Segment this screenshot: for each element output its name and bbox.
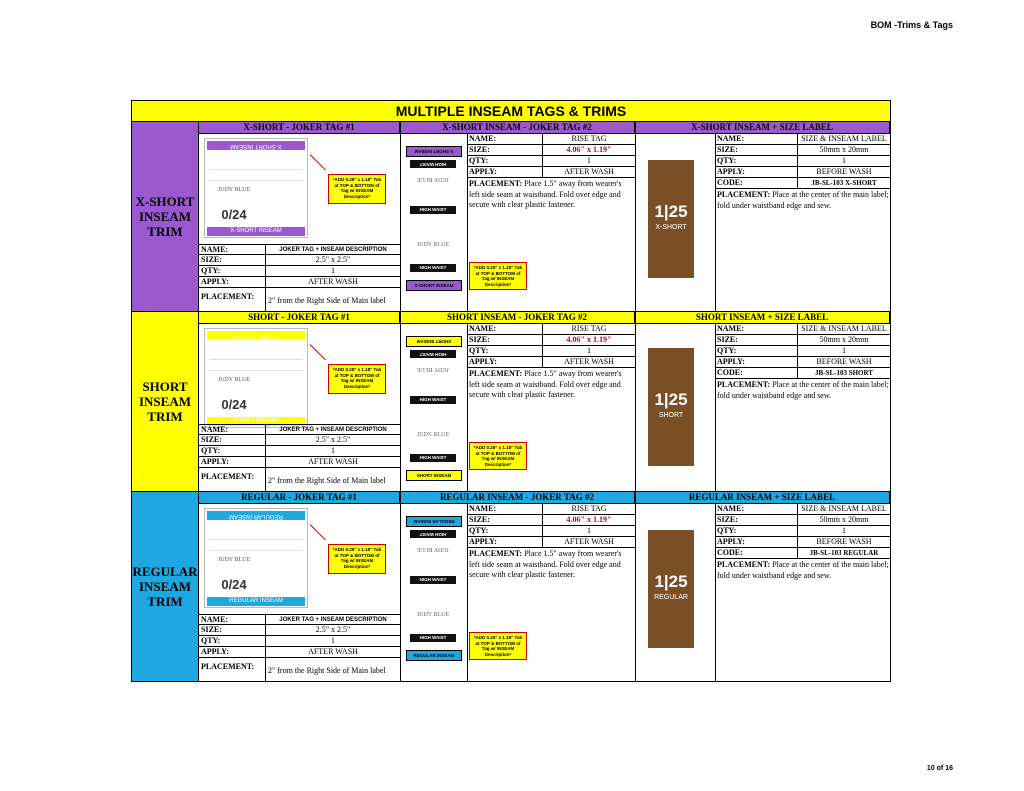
size-label-row-name (715, 504, 890, 515)
rise-tag-brand: JUDY BLUE (416, 432, 450, 438)
joker-header: REGULAR - JOKER TAG #1 (199, 492, 400, 504)
column-divider (400, 122, 401, 311)
section-label-line: INSEAM (138, 394, 191, 409)
field-label: NAME: (201, 425, 229, 434)
rise-header: REGULAR INSEAM - JOKER TAG #2 (400, 492, 635, 504)
rise-tag-tab-top: SHORT INSEAM (406, 336, 462, 347)
high-waist-block: HIGH WAIST (410, 264, 456, 272)
rise-tag-image (406, 508, 466, 666)
rise-tag-brand-flipped: JUDY BLUE (416, 546, 450, 552)
rise-placement (469, 549, 634, 581)
joker-tag-band-top: REGULAR INSEAM (207, 511, 305, 520)
field-value: 4.06" x 1.19" (542, 515, 635, 525)
section-label-regular (132, 492, 199, 681)
size-label-row-qty (715, 526, 890, 537)
field-value: 4.06" x 1.19" (542, 335, 635, 345)
high-waist-block: HIGH WAIST (410, 454, 456, 462)
joker-header: X-SHORT - JOKER TAG #1 (199, 122, 400, 134)
field-label: SIZE: (717, 145, 738, 154)
joker-tag-fineprint (209, 539, 303, 551)
joker-row-qty (199, 636, 400, 647)
size-label-row-size (715, 515, 890, 526)
joker-row-placement (199, 658, 400, 682)
rise-row-name (467, 134, 635, 145)
rise-tag-tab-top: X-SHORT INSEAM (406, 146, 462, 157)
joker-tag-brand: JUDY BLUE (217, 377, 251, 383)
field-label: APPLY: (717, 167, 745, 176)
field-value: AFTER WASH (265, 457, 400, 467)
section-label-line: TRIM (147, 224, 183, 239)
section-label-line: TRIM (147, 409, 183, 424)
size-label-header: REGULAR INSEAM + SIZE LABEL (635, 492, 890, 504)
size-label-inseam: REGULAR (654, 594, 688, 601)
joker-row-apply (199, 277, 400, 288)
rise-row-size (467, 515, 635, 526)
rise-header: SHORT INSEAM - JOKER TAG #2 (400, 312, 635, 324)
joker-note: *ADD 0.25" x 1.18" Tab at TOP & BOTTOM of Tag w/ INSEAM Description* (328, 364, 386, 394)
bom-sheet (131, 100, 891, 682)
joker-tag-band-bottom: SHORT INSEAM (207, 417, 305, 426)
size-label-size: 1|25 (654, 572, 688, 591)
field-label: NAME: (201, 615, 229, 624)
section-label-line: INSEAM (138, 209, 191, 224)
field-value: 50mm x 20mm (797, 515, 890, 525)
rise-note: *ADD 0.25" x 1.18" Tab at TOP & BOTTOM of Tag w/ INSEAM Description* (469, 262, 527, 290)
field-label: PLACEMENT: (469, 549, 525, 558)
field-label: APPLY: (717, 357, 745, 366)
rise-row-size (467, 145, 635, 156)
size-label-row-code (715, 548, 890, 559)
high-waist-block: HIGH WAIST (410, 634, 456, 642)
field-value: Place 1.5" away from wearer's left side seam at waistband. Fold over edge and secure with clear plastic fastener. (469, 369, 622, 399)
field-label: NAME: (201, 245, 229, 254)
field-value: 1 (797, 156, 890, 166)
field-value: RISE TAG (542, 324, 635, 334)
field-value: 2" from the Right Side of Main label (265, 658, 400, 682)
field-value: SIZE & INSEAM LABEL (797, 134, 890, 144)
joker-tag-size: 0/24 (221, 207, 247, 222)
size-label-row-name (715, 134, 890, 145)
field-value: Place at the center of the main label; fold under waistband edge and sew. (717, 190, 889, 210)
rise-row-qty (467, 346, 635, 357)
field-value: 1 (265, 266, 400, 276)
rise-note: *ADD 0.25" x 1.18" Tab at TOP & BOTTOM of Tag w/ INSEAM Description* (469, 632, 527, 660)
joker-row-placement (199, 288, 400, 312)
rise-note: *ADD 0.25" x 1.18" Tab at TOP & BOTTOM of Tag w/ INSEAM Description* (469, 442, 527, 470)
rise-row-name (467, 504, 635, 515)
field-value: 50mm x 20mm (797, 145, 890, 155)
page-title: MULTIPLE INSEAM TAGS & TRIMS (132, 101, 890, 122)
field-label: QTY: (717, 526, 737, 535)
joker-tag-fineprint (209, 359, 303, 371)
field-value: 1 (265, 446, 400, 456)
field-value: JOKER TAG + INSEAM DESCRIPTION (265, 245, 400, 254)
field-label: APPLY: (469, 167, 497, 176)
field-value: JB-SL-103 REGULAR (797, 548, 890, 558)
field-value: Place 1.5" away from wearer's left side seam at waistband. Fold over edge and secure with clear plastic fastener. (469, 549, 622, 579)
size-label-header: SHORT INSEAM + SIZE LABEL (635, 312, 890, 324)
high-waist-block: HIGH WAIST (410, 530, 456, 538)
field-label: APPLY: (201, 457, 229, 466)
size-label-header: X-SHORT INSEAM + SIZE LABEL (635, 122, 890, 134)
column-divider (635, 492, 636, 681)
size-label-row-qty (715, 156, 890, 167)
joker-row-qty (199, 266, 400, 277)
section-label-xshort (132, 122, 199, 311)
field-label: NAME: (717, 324, 745, 333)
column-divider (400, 492, 401, 681)
size-label-row-name (715, 324, 890, 335)
joker-note: *ADD 0.25" x 1.18" Tab at TOP & BOTTOM of Tag w/ INSEAM Description* (328, 174, 386, 204)
field-label: QTY: (201, 446, 221, 455)
field-value: 2" from the Right Side of Main label (265, 288, 400, 312)
field-value: AFTER WASH (542, 537, 635, 547)
rise-tag-brand-flipped: JUDY BLUE (416, 366, 450, 372)
joker-row-size (199, 255, 400, 266)
joker-note-arrow (310, 344, 326, 360)
joker-tag-image (204, 328, 308, 428)
field-label: NAME: (469, 504, 497, 513)
field-value: SIZE & INSEAM LABEL (797, 324, 890, 334)
joker-tag-image (204, 508, 308, 608)
size-label-row-apply (715, 167, 890, 178)
joker-row-qty (199, 446, 400, 457)
rise-tag-tab-bottom: SHORT INSEAM (406, 470, 462, 481)
section-label-line: INSEAM (138, 579, 191, 594)
rise-row-name (467, 324, 635, 335)
field-label: NAME: (717, 504, 745, 513)
field-value: 1 (797, 346, 890, 356)
field-label: CODE: (717, 368, 743, 377)
field-label: SIZE: (201, 255, 222, 264)
field-value: 1 (265, 636, 400, 646)
field-value: 1 (542, 156, 635, 166)
high-waist-block: HIGH WAIST (410, 160, 456, 168)
joker-row-size (199, 435, 400, 446)
field-label: NAME: (469, 324, 497, 333)
column-divider (635, 312, 636, 491)
field-label: QTY: (201, 266, 221, 275)
field-value: JOKER TAG + INSEAM DESCRIPTION (265, 615, 400, 624)
inseam-section-regular (132, 492, 890, 682)
joker-tag-band-top: X-SHORT INSEAM (207, 141, 305, 150)
section-label-line: TRIM (147, 594, 183, 609)
size-label-size: 1|25 (654, 202, 688, 221)
inseam-section-xshort (132, 122, 890, 312)
field-value: 1 (542, 526, 635, 536)
joker-row-apply (199, 457, 400, 468)
joker-note: *ADD 0.25" x 1.18" Tab at TOP & BOTTOM of Tag w/ INSEAM Description* (328, 544, 386, 574)
field-value: Place at the center of the main label; fold under waistband edge and sew. (717, 560, 889, 580)
field-value: 50mm x 20mm (797, 335, 890, 345)
field-label: SIZE: (201, 625, 222, 634)
size-label-placement (717, 380, 889, 401)
rise-header: X-SHORT INSEAM - JOKER TAG #2 (400, 122, 635, 134)
field-label: QTY: (717, 156, 737, 165)
field-value: JOKER TAG + INSEAM DESCRIPTION (265, 425, 400, 434)
column-divider (400, 312, 401, 491)
size-label-size: 1|25 (654, 390, 688, 409)
size-label-row-qty (715, 346, 890, 357)
inseam-section-short (132, 312, 890, 492)
field-label: SIZE: (717, 335, 738, 344)
field-label: PLACEMENT: (469, 369, 525, 378)
field-value: AFTER WASH (265, 277, 400, 287)
joker-note-arrow (310, 154, 326, 170)
field-label: SIZE: (469, 515, 490, 524)
size-label-row-apply (715, 537, 890, 548)
rise-tag-image (406, 328, 466, 486)
rise-placement (469, 179, 634, 211)
field-label: PLACEMENT: (201, 662, 255, 671)
field-value: BEFORE WASH (797, 537, 890, 547)
high-waist-block: HIGH WAIST (410, 396, 456, 404)
joker-tag-brand: JUDY BLUE (217, 187, 251, 193)
size-label-placement (717, 190, 889, 211)
field-value: AFTER WASH (542, 357, 635, 367)
field-label: NAME: (469, 134, 497, 143)
rise-row-apply (467, 167, 635, 178)
field-value: 2.5" x 2.5" (265, 625, 400, 635)
field-value: JB-SL-103 SHORT (797, 368, 890, 378)
field-value: AFTER WASH (265, 647, 400, 657)
field-label: APPLY: (469, 537, 497, 546)
field-label: CODE: (717, 548, 743, 557)
size-label-image (648, 530, 694, 648)
rise-tag-image (406, 138, 466, 296)
joker-row-name (199, 244, 400, 255)
joker-tag-band-bottom: REGULAR INSEAM (207, 597, 305, 606)
field-label: APPLY: (201, 647, 229, 656)
page-header: BOM -Trims & Tags (870, 20, 953, 30)
rise-row-size (467, 335, 635, 346)
field-value: BEFORE WASH (797, 167, 890, 177)
rise-tag-brand-flipped: JUDY BLUE (416, 176, 450, 182)
section-label-line: X-SHORT (135, 194, 195, 209)
size-label-row-apply (715, 357, 890, 368)
joker-tag-size: 0/24 (221, 577, 247, 592)
page-number: 10 of 16 (926, 765, 953, 772)
size-label-image (648, 160, 694, 278)
field-value: Place at the center of the main label; fold under waistband edge and sew. (717, 380, 889, 400)
joker-tag-image (204, 138, 308, 238)
field-value: RISE TAG (542, 134, 635, 144)
size-label-row-code (715, 368, 890, 379)
high-waist-block: HIGH WAIST (410, 576, 456, 584)
size-label-row-size (715, 145, 890, 156)
field-label: SIZE: (717, 515, 738, 524)
field-label: APPLY: (201, 277, 229, 286)
rise-row-apply (467, 537, 635, 548)
rise-tag-tab-bottom: X-SHORT INSEAM (406, 280, 462, 291)
field-value: JB-SL-103 X-SHORT (797, 178, 890, 188)
size-label-row-code (715, 178, 890, 189)
joker-row-placement (199, 468, 400, 492)
field-label: PLACEMENT: (201, 472, 255, 481)
field-value: AFTER WASH (542, 167, 635, 177)
column-divider (635, 122, 636, 311)
joker-note-arrow (310, 524, 326, 540)
field-label: QTY: (469, 346, 489, 355)
field-value: 2.5" x 2.5" (265, 435, 400, 445)
field-value: 2" from the Right Side of Main label (265, 468, 400, 492)
joker-header: SHORT - JOKER TAG #1 (199, 312, 400, 324)
field-label: QTY: (469, 156, 489, 165)
field-value: RISE TAG (542, 504, 635, 514)
field-value: 4.06" x 1.19" (542, 145, 635, 155)
size-label-image (648, 348, 694, 466)
field-value: 2.5" x 2.5" (265, 255, 400, 265)
section-label-text (139, 379, 191, 424)
field-label: CODE: (717, 178, 743, 187)
rise-tag-tab-bottom: REGULAR INSEAM (406, 650, 462, 661)
section-label-text (132, 564, 197, 609)
section-label-text (136, 194, 195, 239)
rise-row-qty (467, 156, 635, 167)
field-label: PLACEMENT: (717, 380, 773, 389)
field-label: APPLY: (469, 357, 497, 366)
field-value: Place 1.5" away from wearer's left side seam at waistband. Fold over edge and secure with clear plastic fastener. (469, 179, 622, 209)
high-waist-block: HIGH WAIST (410, 350, 456, 358)
joker-row-name (199, 424, 400, 435)
rise-tag-brand: JUDY BLUE (416, 612, 450, 618)
rise-tag-brand: JUDY BLUE (416, 242, 450, 248)
joker-tag-fineprint (209, 169, 303, 181)
section-label-line: REGULAR (132, 564, 198, 579)
field-label: NAME: (717, 134, 745, 143)
joker-row-name (199, 614, 400, 625)
size-label-row-size (715, 335, 890, 346)
field-label: PLACEMENT: (717, 560, 773, 569)
joker-row-size (199, 625, 400, 636)
rise-row-qty (467, 526, 635, 537)
joker-tag-band-bottom: X-SHORT INSEAM (207, 227, 305, 236)
field-label: SIZE: (469, 335, 490, 344)
section-label-line: SHORT (142, 379, 188, 394)
field-label: SIZE: (469, 145, 490, 154)
section-label-short (132, 312, 199, 491)
rise-tag-tab-top: REGULAR INSEAM (406, 516, 462, 527)
size-label-inseam: X-SHORT (655, 224, 687, 231)
joker-tag-brand: JUDY BLUE (217, 557, 251, 563)
rise-placement (469, 369, 634, 401)
field-value: SIZE & INSEAM LABEL (797, 504, 890, 514)
joker-row-apply (199, 647, 400, 658)
joker-tag-band-top: SHORT INSEAM (207, 331, 305, 340)
size-label-inseam: SHORT (658, 412, 684, 419)
field-value: BEFORE WASH (797, 357, 890, 367)
rise-row-apply (467, 357, 635, 368)
field-label: SIZE: (201, 435, 222, 444)
field-label: QTY: (469, 526, 489, 535)
joker-tag-size: 0/24 (221, 397, 247, 412)
field-value: 1 (797, 526, 890, 536)
field-label: QTY: (717, 346, 737, 355)
field-value: 1 (542, 346, 635, 356)
field-label: PLACEMENT: (469, 179, 525, 188)
field-label: PLACEMENT: (201, 292, 255, 301)
high-waist-block: HIGH WAIST (410, 206, 456, 214)
field-label: QTY: (201, 636, 221, 645)
field-label: APPLY: (717, 537, 745, 546)
field-label: PLACEMENT: (717, 190, 773, 199)
size-label-placement (717, 560, 889, 581)
